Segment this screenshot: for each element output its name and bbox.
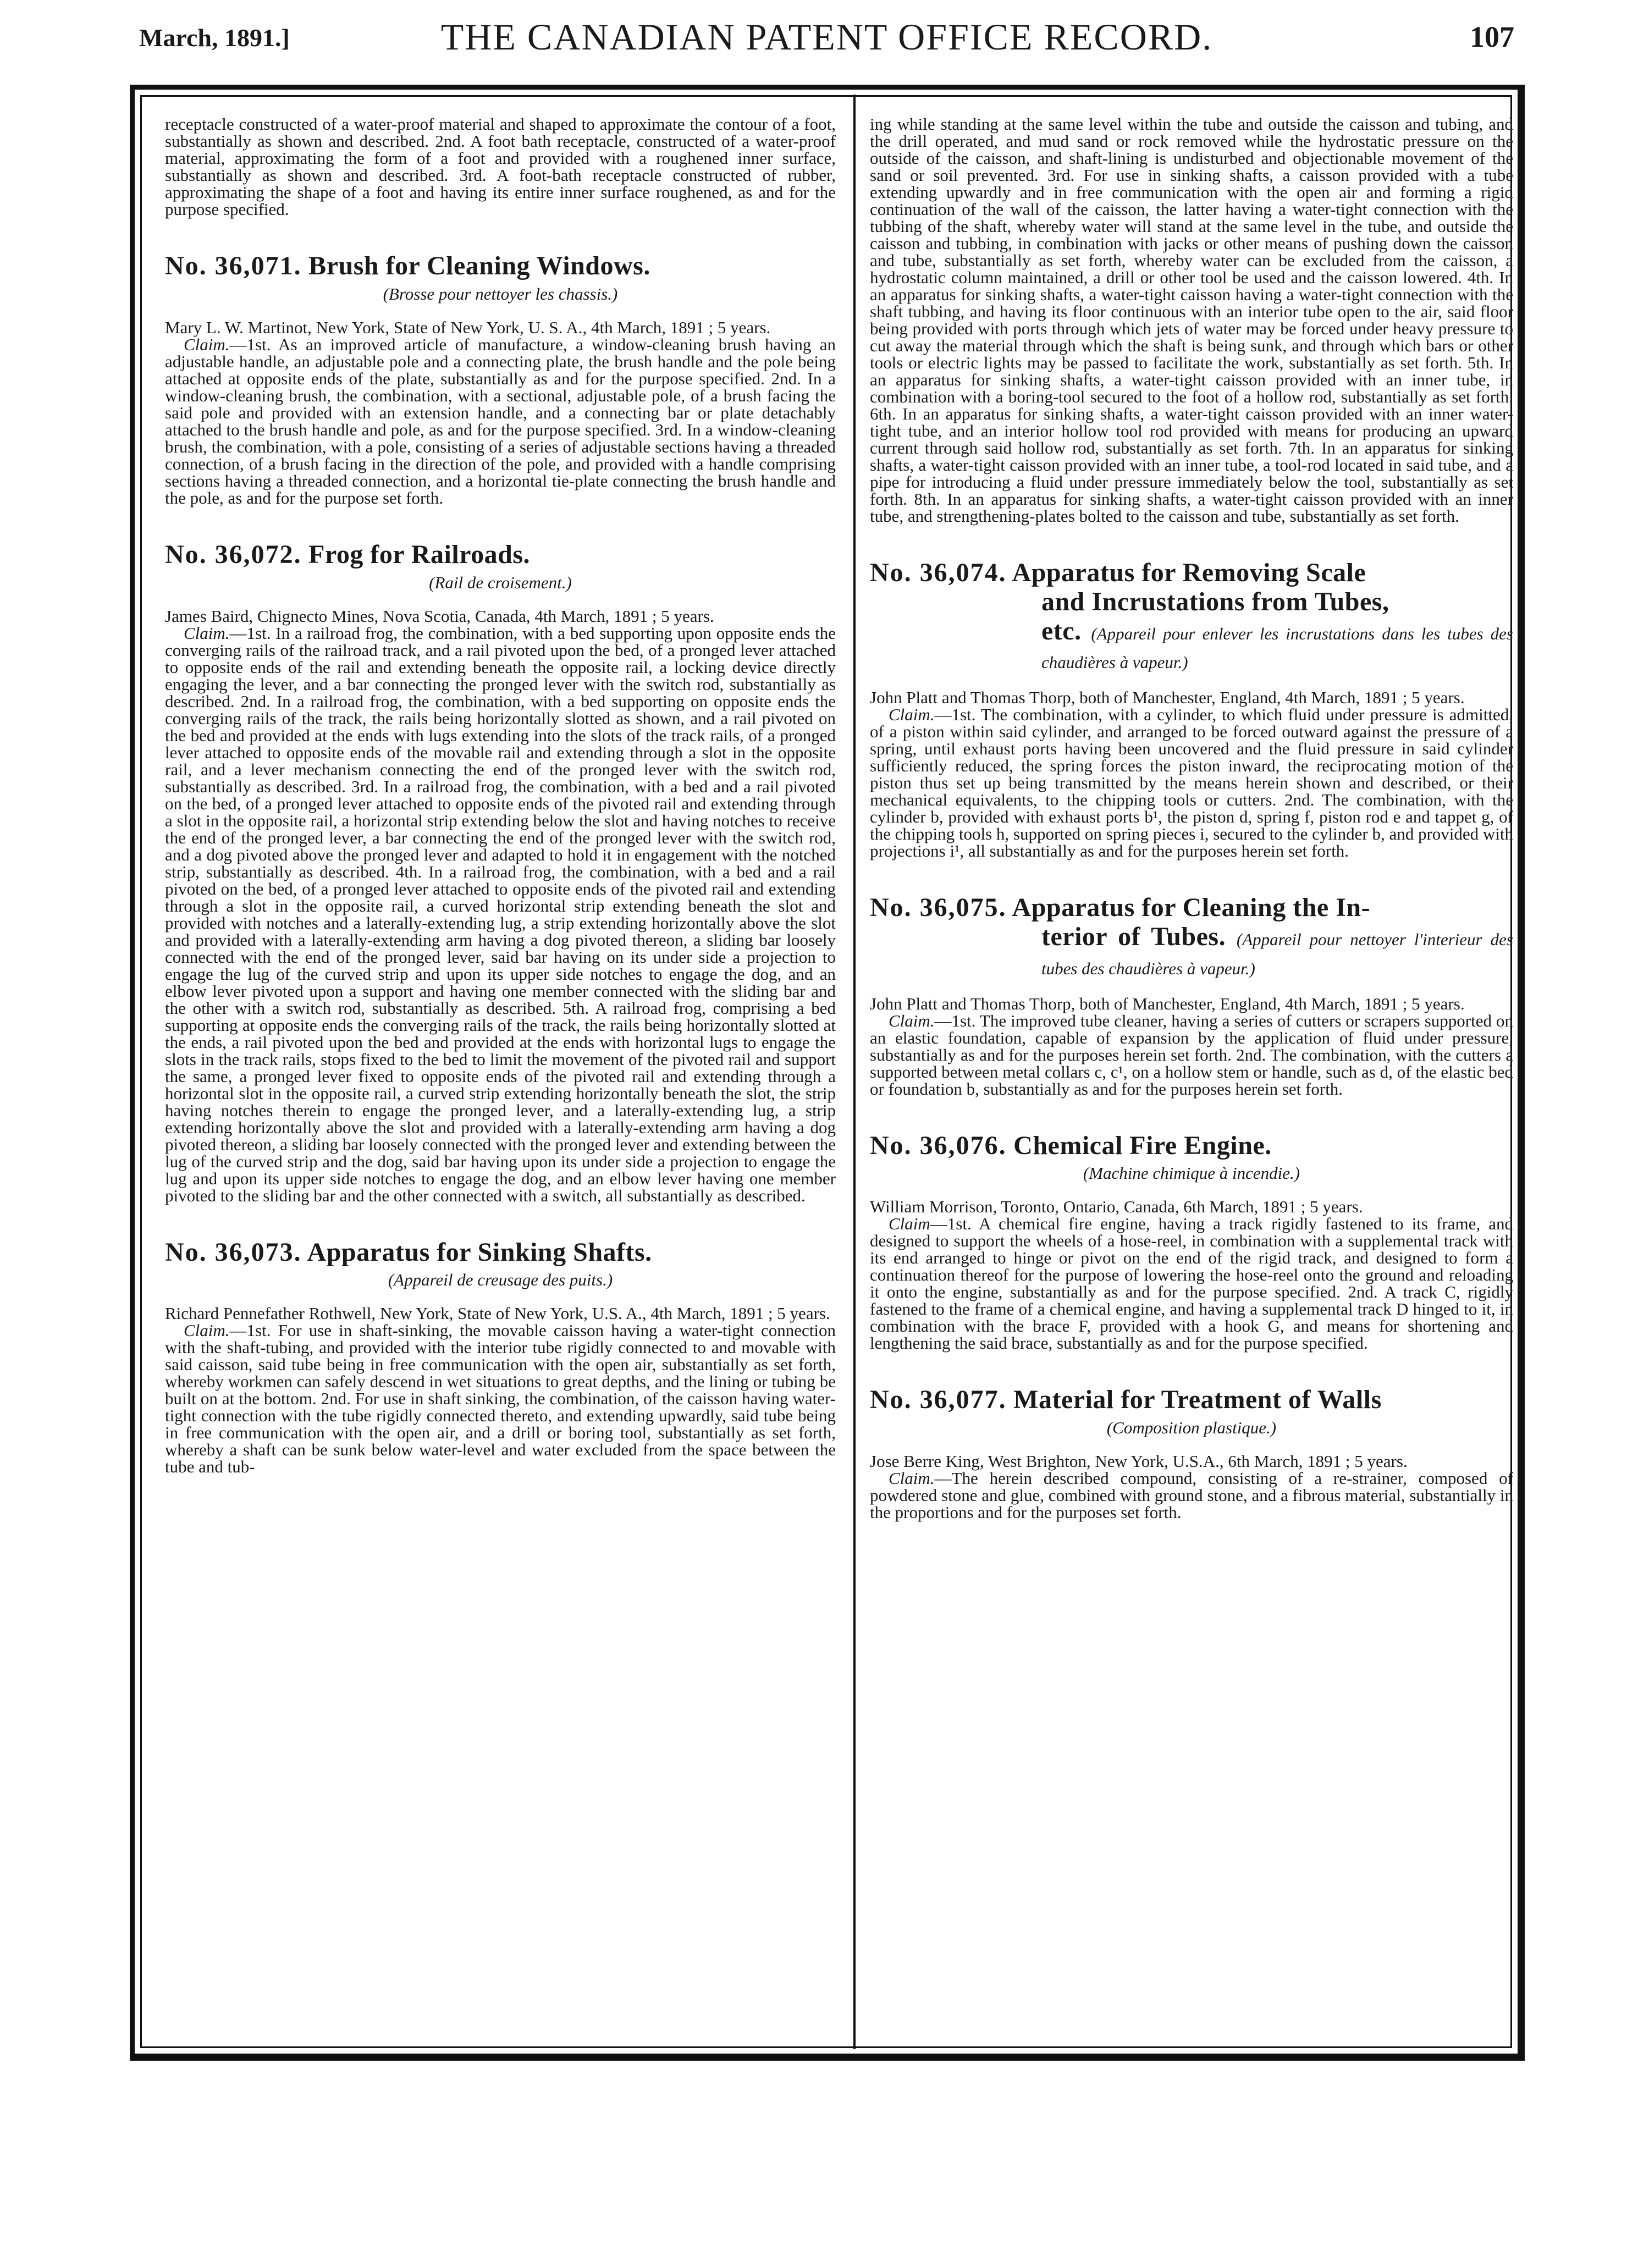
inventor-line: Mary L. W. Martinot, New York, State of New York, U. S. A., 4th March, 1891 ; 5 years. (165, 317, 771, 337)
patent-36077 (870, 1386, 1513, 1521)
publication-title: THE CANADIAN PATENT OFFICE RECORD. (440, 16, 1213, 58)
patent-title-line-1: Apparatus for Cleaning the In- (1012, 893, 1371, 923)
patent-heading (870, 1132, 1513, 1161)
patent-title: Chemical Fire Engine. (1013, 1130, 1272, 1160)
patent-heading (165, 252, 836, 281)
patent-number: No. 36,071. (165, 251, 302, 280)
issue-date: March, 1891.] (139, 24, 290, 52)
patent-36072 (165, 540, 836, 1204)
claim-body: —1st. The improved tube cleaner, having a series of cutters or scrapers supported on an elastic foundation, capable of expansion by the application of fluid under pressure, substantially as and for the purposes herein set forth. 2nd. The combination, with the cutters a supported between metal collars c, c¹, on a hollow stem or handle, such as d, of the elastic bed or foundation b, substantially as and for the purposes herein set forth. (870, 1011, 1513, 1099)
inventor-line: James Baird, Chignecto Mines, Nova Scotia, Canada, 4th March, 1891 ; 5 years. (165, 606, 714, 626)
inventor-line: John Platt and Thomas Thorp, both of Manchester, England, 4th March, 1891 ; 5 years. (870, 994, 1465, 1013)
patent-36075 (870, 893, 1513, 1097)
french-title: (Brosse pour nettoyer les chassis.) (383, 284, 618, 303)
patent-36073 (165, 1238, 836, 1476)
french-title: (Machine chimique à incendie.) (1083, 1163, 1300, 1183)
claim-text (165, 336, 836, 506)
claim-body: —1st. In a railroad frog, the combination, with a bed supporting upon opposite ends the converging rails of the railroad track, and a rail pivoted upon the bed, of a pronged lever attached to opposite ends of the rail and extending beneath the opposite rail, a locking device directly engaging the lever, and a bar connecting the pronged lever with the switch rod, substantially as described. 2nd. In a railroad frog, the combination, with a bed supporting on opposite ends the converging rails of the track, the rails being horizontally slotted as shown, and a rail pivoted on the bed and provided at the ends with lugs extending into the slots of the track rails, of a pronged lever attached to opposite ends of the movable rail and extending through a slot in the opposite rail, and a lever mechanism connecting the end of the pronged lever with the switch rod, substantially as described. 3rd. In a railroad frog, the combination, with a bed and a rail pivoted on the bed, of a pronged lever attached to opposite ends of the pivoted rail and extending through a slot in the opposite rail, a horizontal strip extending below the slot and having notches to receive the end of the pronged lever, a bar connecting the end of the pronged lever with the switch rod, and a dog pivoted above the pronged lever and adapted to hold it in engagement with the notched strip, substantially as described. 4th. In a railroad frog, the combination, with a bed and a rail pivoted on the bed, of a pronged lever attached to opposite ends of the pivoted rail and extending through a slot in the opposite rail, a curved horizontal strip extending beneath the slot and provided with notches and a laterally-extending lug, a strip extending horizontally above the slot and provided with a laterally-extending arm having a dog pivoted thereon, a sliding bar loosely connected with the end of the pronged lever, said bar having on its under side a projection to engage the lug of the curved strip and upon its upper side notches to engage the dog, and an elbow lever pivoted upon a support and having one member connected with the sliding bar and the other with a switch rod, substantially as described. 5th. A railroad frog, comprising a bed supporting at opposite ends the converging rails of the track, the rails being horizontally slotted at the ends, a rail pivoted upon the bed and provided at the ends with horizontal lugs to engage the slots in the track rails, stops fixed to the bed to limit the movement of the pivoted rail and support the same, a pronged lever fixed to opposite ends of the pivoted rail and extending through a horizontal slot in the opposite rail, a curved strip extending horizontally beneath the slot, the strip having notches therein to engage the pronged lever, and a laterally-extending lug, a strip extending horizontally above the slot and provided with a laterally-extending arm having a dog pivoted thereon, a sliding bar loosely connected with the pronged lever and extending between the lug of the curved strip and the dog, said bar having upon its under side a projection to engage the lug and upon its upper side notches to engage the dog, and an elbow lever having one member pivoted to the sliding bar and the other connected with a switch, all substantially as described. (165, 623, 836, 1205)
patent-36071 (165, 252, 836, 506)
claim-body: —1st. For use in shaft-sinking, the movable caisson having a water-tight connection with the shaft-tubing, and provided with the interior tube rigidly connected to and movable with said caisson, said tube being in free communication with the open air, substantially as set forth, whereby workmen can safely descend in wet situations to great depths, and the lining or tubing be built on at the bottom. 2nd. For use in shaft sinking, the combination, of the caisson having water-tight connection with the tube rigidly connected thereto, and extending upwardly, said tube being in free communication with the open air, and a drill or boring tool, substantially as set forth, whereby a shaft can be sunk below water-level and water excluded from the space between the tube and tub- (165, 1321, 836, 1477)
left-column (165, 115, 836, 1475)
french-title: (Appareil pour nettoyer l'interieur des tubes des chaudières à vapeur.) (1041, 929, 1513, 978)
patent-title: Apparatus for Sinking Shafts. (307, 1237, 652, 1267)
patent-36076 (870, 1132, 1513, 1352)
patent-36074 (870, 559, 1513, 859)
patent-title-continuation (870, 923, 1513, 981)
french-title: (Rail de croisement.) (429, 572, 572, 592)
patent-title-continuation (870, 617, 1513, 675)
patent-title: Frog for Railroads. (308, 539, 530, 569)
patent-title: Brush for Cleaning Windows. (308, 251, 650, 280)
claim-label: Claim. (184, 623, 230, 643)
claim-text (165, 625, 836, 1204)
column-divider (853, 95, 856, 2049)
patent-heading (870, 893, 1513, 980)
patent-number: No. 36,073. (165, 1237, 302, 1267)
claim-label: Claim. (184, 1321, 230, 1340)
patent-number: No. 36,077. (870, 1385, 1007, 1415)
french-title: (Composition plastique.) (1106, 1418, 1277, 1438)
inventor-line: John Platt and Thomas Thorp, both of Manchester, England, 4th March, 1891 ; 5 years. (870, 688, 1465, 708)
claim-body: —1st. The combination, with a cylinder, to which fluid under pressure is admitted, of a piston within said cylinder, and arranged to be forced outward against the pressure of a spring, until exhaust ports having been uncovered and the fluid pressure in said cylinder sufficiently reduced, the spring forces the piston inward, the reciprocating motion of the piston thus set up being transmitted by the means herein shown and described, or their mechanical equivalents, to the chipping tools or cutters. 2nd. The combination, with the cylinder b, provided with exhaust ports b¹, the piston d, spring f, piston rod e and tappet g, of the chipping tools h, supported on spring pieces i, secured to the cylinder b, and provided with projections i¹, all substantially as and for the purposes herein set forth. (870, 705, 1514, 861)
inventor-line: Jose Berre King, West Brighton, New York, U.S.A., 6th March, 1891 ; 5 years. (870, 1452, 1408, 1471)
page-header (139, 15, 1514, 58)
patent-heading (165, 1238, 836, 1267)
continued-claim-text: receptacle constructed of a water-proof material and shaped to approximate the contour of a foot, substantially as shown and described. 2nd. A foot bath receptacle, constructed of a water-proof material, approximating the form of a foot and provided with a roughened inner surface, substantially as shown and described. 3rd. A foot-bath receptacle constructed of rubber, approximating the shape of a foot and having its entire inner surface roughened, as and for the purpose specified. (165, 114, 836, 219)
patent-number: No. 36,074. (870, 558, 1007, 587)
patent-heading (870, 1386, 1513, 1415)
patent-title-line-2: and Incrustations from Tubes, (1041, 587, 1389, 616)
claim-body: —The herein described compound, consisting of a re-strainer, composed of powdered stone and glue, combined with ground stone, and a fibrous material, substantially in the proportions and for the purposes set forth. (870, 1469, 1513, 1522)
patent-number: No. 36,076. (870, 1130, 1007, 1160)
claim-label: Claim. (889, 705, 935, 725)
inventor-line: Richard Pennefather Rothwell, New York, State of New York, U.S. A., 4th March, 1891 ; 5 years. (165, 1304, 830, 1323)
page-number: 107 (1470, 20, 1514, 53)
right-column (870, 115, 1513, 1521)
patent-heading (870, 559, 1513, 675)
claim-body: —1st. As an improved article of manufacture, a window-cleaning brush having an adjustable handle, an adjustable pole and a connecting plate, the brush handle and the pole being attached at opposite ends of the plate, substantially as and for the purpose specified. 2nd. In a window-cleaning brush, the combination, with a sectional, adjustable pole, of a brush facing the said pole and provided with an extension handle, and a connecting bar or plate detachably attached to the brush handle and pole, as and for the purpose specified. 3rd. In a window-cleaning brush, the combination, with a pole, consisting of a series of adjustable sections having a threaded connection, of a brush facing in the direction of the pole, and provided with a handle comprising sections having a threaded connection, and a horizontal tie-plate connecting the brush handle and the pole, as and for the purpose set forth. (165, 334, 836, 507)
patent-title-line-1: Apparatus for Removing Scale (1012, 558, 1366, 587)
inventor-line: William Morrison, Toronto, Ontario, Canada, 6th March, 1891 ; 5 years. (870, 1197, 1363, 1217)
claim-label: Claim. (184, 334, 230, 354)
claim-label: Claim. (889, 1011, 935, 1030)
claim-label: Claim. (889, 1469, 935, 1488)
claim-text (870, 1470, 1513, 1521)
claim-body: —1st. A chemical fire engine, having a track rigidly fastened to its frame, and designed to support the wheels of a hose-reel, in combination with a supplemental track with its end arranged to hinge or pivot on the end of the rigid track, and designed to form a continuation thereof for the purpose of lowering the hose-reel onto the ground and reloading it onto the engine, substantially as and for the purpose specified. 2nd. A track C, rigidly fastened to the frame of a chemical engine, and having a supplemental track D hinged to it, in combination with the brace F, provided with a hook G, and means for shortening and lengthening the said brace, substantially as and for the purpose specified. (870, 1214, 1513, 1353)
claim-text (870, 706, 1513, 859)
french-title: (Appareil de creusage des puits.) (388, 1270, 613, 1290)
patent-title-line-2: terior of Tubes. (1041, 921, 1226, 951)
patent-number: No. 36,072. (165, 539, 302, 569)
claim-text (870, 1012, 1513, 1097)
patent-title-line-3: etc. (1041, 616, 1082, 645)
french-title: (Appareil pour enlever les incrustations dans les tubes des chaudières à vapeur.) (1041, 623, 1513, 672)
patent-heading (165, 540, 836, 570)
patent-title: Material for Treatment of Walls (1013, 1385, 1382, 1415)
continued-claim-text: ing while standing at the same level within the tube and outside the caisson and tubing, and the drill operated, and mud sand or rock removed while the hydrostatic pressure on the outside of the caisson, and shaft-lining is undisturbed and objectionable movement of the sand or soil prevented. 3rd. For use in sinking shafts, a caisson provided with a tube extending upwardly and in free communication with the open air and forming a rigid continuation of the wall of the caisson, the latter having a water-tight connection with the tubbing of the shaft, whereby water will stand at the same level in the tube, and outside the caisson and tubbing, in combination with jacks or other means of pushing down the caisson and tube, substantially as set forth, whereby water can be excluded from the caisson, a hydrostatic column maintained, a drill or other tool be used and the caisson lowered. 4th. In an apparatus for sinking shafts, a water-tight caisson having a water-tight connection with the shaft tubbing, and having its floor continuous with an interior tube open to the air, said floor being provided with ports through which jets of water may be forced under heavy pressure to cut away the material through which the shaft is being sunk, and through which bars or other tools or electric lights may be passed to facilitate the work, substantially as set forth. 5th. In an apparatus for sinking shafts, a water-tight caisson provided with an inner tube, in combination with a boring-tool secured to the foot of a hollow rod, substantially as set forth. 6th. In an apparatus for sinking shafts, a water-tight caisson provided with an inner water-tight tube, and an interior hollow tool rod provided with means for producing an upward current through said hollow rod, substantially as set forth. 7th. In an apparatus for sinking shafts, a water-tight caisson provided with an inner tube, a tool-rod located in said tube, and a pipe for introducing a fluid under pressure immediately below the tool, substantially as set forth. 8th. In an apparatus for sinking shafts, a water-tight caisson provided with an inner tube, and strengthening-plates bolted to the caisson and tube, substantially as set forth. (870, 114, 1513, 526)
claim-text (870, 1215, 1513, 1351)
patent-number: No. 36,075. (870, 893, 1007, 923)
claim-text (165, 1322, 836, 1475)
claim-label: Claim (889, 1214, 930, 1234)
